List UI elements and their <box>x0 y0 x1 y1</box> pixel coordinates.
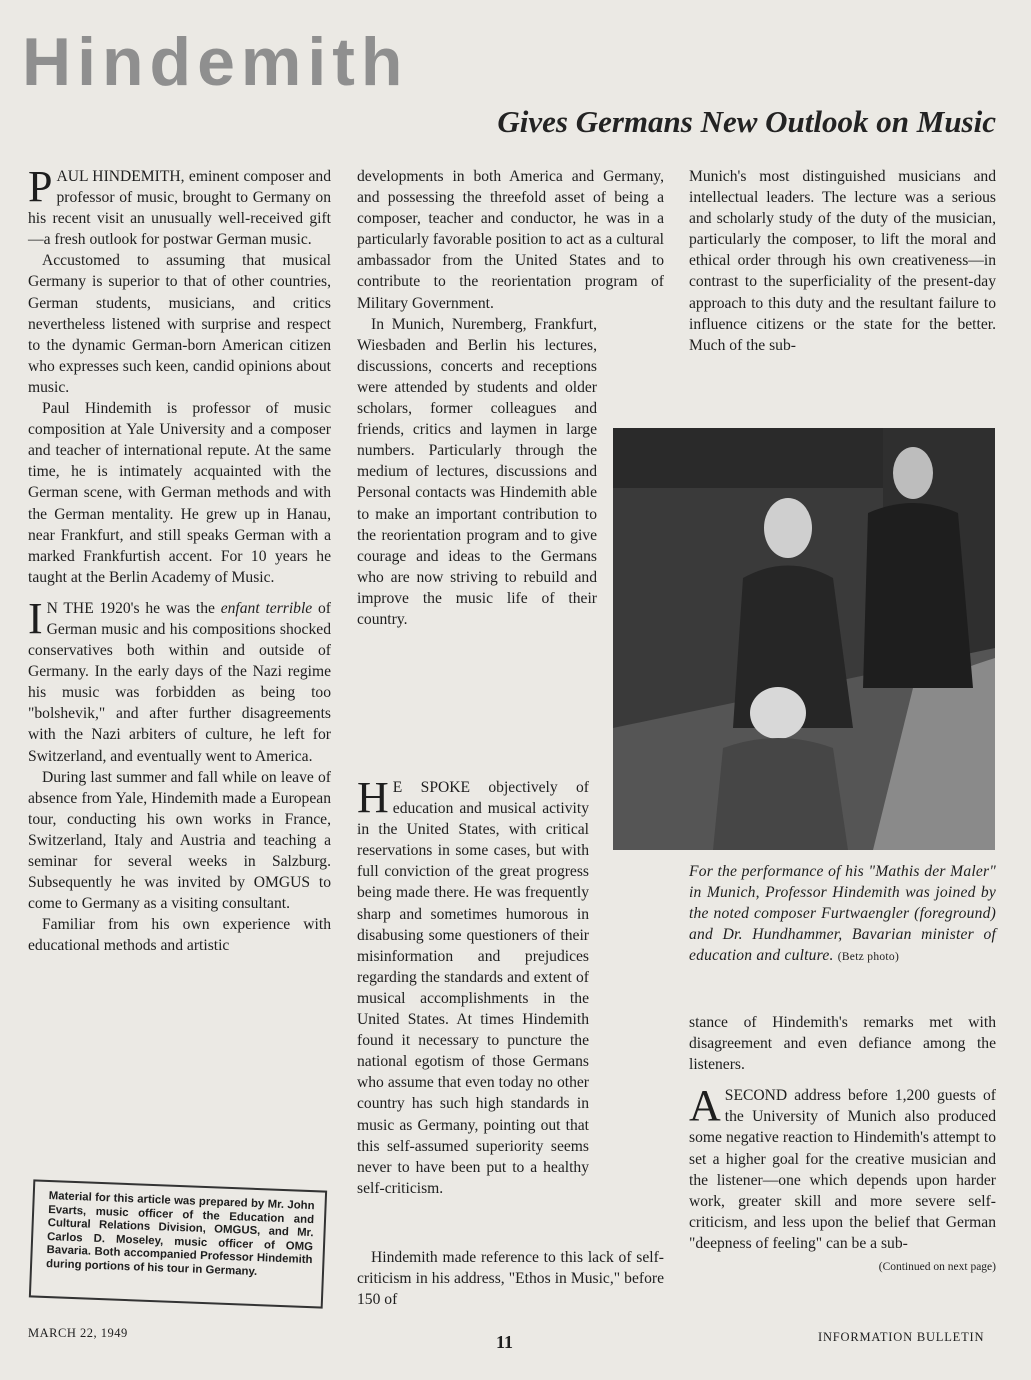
publication-name: INFORMATION BULLETIN <box>818 1330 985 1344</box>
section-paragraph: HE SPOKE objectively of education and musical activity in the United States, with critical reservations in some cases, but with full conviction of the great progress being made there. He was frequently sharp and sometimes humorous in disabusing some questioners of their misinformation and prejudices regarding the standards and extent of musical accomplishments in the United States. At times Hindemith found it necessary to puncture the national egotism of those Germans who assume that even today no other country has such high standards in music as Germany, pointing out that this self-assumed superiority seems never to have been put to a healthy self-criticism. <box>357 773 589 1197</box>
paragraph: Accustomed to assuming that musical Germany is superior to that of other countries, German students, musicians, and critics nevertheless listened with surprise and respect to the dynamic German-born American citizen who expresses such keen, candid opinions about music. <box>28 252 331 396</box>
credit-box <box>29 1179 327 1308</box>
continued-note: (Continued on next page) <box>878 1261 996 1274</box>
article-title: Hindemith <box>22 24 409 100</box>
text-run: of German music and his compositions shocked conservatives both within and outside of Germany. In the early days of the Nazi regime his music was forbidden as being too "bolshevik," and after further disagreements with the Nazi arbiters of culture, he left for Switzerland, and eventually went to America. <box>28 599 331 765</box>
column-1 <box>28 162 331 956</box>
paragraph: Hindemith made reference to this lack of self-criticism in his address, "Ethos in Music," before 150 of <box>357 1249 664 1309</box>
column-2-tail <box>357 1247 664 1310</box>
credit-box-text: Material for this article was prepared by Mr. John Evarts, music officer of the Education and Cultural Relations Division, OMGUS, and Mr. Carlos D. Moseley, music officer of OMG Bavaria. Both accompanied Professor Hindemith during portions of his tour in Germany. <box>45 1190 315 1278</box>
photo-credit: (Betz photo) <box>837 951 900 964</box>
section-paragraph <box>28 593 331 767</box>
section-paragraph: ASECOND address before 1,200 guests of the University of Munich also produced some negative reaction to Hindemith's attempt to set a higher goal for the creative musician and the listener—one which depends upon harder work, greater skill and more severe self-criticism, and less upon the belief that German "deepness of feeling" can be a sub- <box>689 1081 996 1252</box>
column-2-section <box>357 773 589 1199</box>
italic-term: enfant terrible <box>220 599 313 617</box>
paragraph: PAUL HINDEMITH, eminent composer and professor of music, brought to Germany on his recent visit an unusually well-received gift —a fresh outlook for postwar German music. <box>28 162 331 249</box>
paragraph: developments in both America and Germany, and possessing the threefold asset of being a composer, teacher and conductor, he was in a particularly favorable position to act as a cultural ambassador from the United States and to contribute to the reorientation program of Military Government. <box>357 168 664 312</box>
paragraph: During last summer and fall while on leave of absence from Yale, Hindemith made a European tour, conducting his own works in France, Switzerland, Italy and Austria and teaching a seminar for several weeks in Salzburg. Subsequently he was invited by OMGUS to come to Germany as a visiting consultant. <box>28 768 331 913</box>
photo <box>613 428 995 850</box>
text-run: IN THE 1920's he was the <box>28 593 221 643</box>
paragraph: In Munich, Nuremberg, Frankfurt, Wiesbaden and Berlin his lectures, discussions, concerts and receptions were attended by students and older scholars, former colleagues and friends, critics and laymen in large numbers. Particularly through the medium of lectures, discussions and Personal contacts was Hindemith able to make an important contribution to the reorientation program and to give courage and ideas to the Germans who are now striving to rebuild and improve the music life of their country. <box>357 315 597 628</box>
photo-caption <box>689 861 996 968</box>
article-subtitle: Gives Germans New Outlook on Music <box>497 104 996 139</box>
column-3 <box>689 166 996 356</box>
caption-body: For the performance of his "Mathis der Maler" in Munich, Professor Hindemith was joined by the noted composer Furtwaengler (foreground) and Dr. Hundhammer, Bavarian minister of education and culture. <box>689 863 996 965</box>
paragraph: Familiar from his own experience with educational methods and artistic <box>28 916 331 955</box>
photo-image-icon <box>613 428 995 850</box>
caption-text <box>689 861 996 968</box>
paragraph: Paul Hindemith is professor of music composition at Yale University and a composer and teacher of international repute. At the same time, he is intimately acquainted with the German scene, with German methods and with the German mentality. He grew up in Hanau, near Frankfurt, and still speaks German with a marked Frankfurtish accent. For 10 years he taught at the Berlin Academy of Music. <box>28 400 331 586</box>
paragraph: stance of Hindemith's remarks met with disagreement and even defiance among the listeners. <box>689 1014 996 1074</box>
column-3-lower <box>689 1012 996 1278</box>
footer-date: MARCH 22, 1949 <box>28 1326 128 1340</box>
page-number: 11 <box>496 1332 514 1352</box>
paragraph: Munich's most distinguished musicians and intellectual leaders. The lecture was a serious and scholarly study of the duty of the musician, particularly the composer, to lift the moral and ethical order through his own creativeness—in contrast to the superficiality of the present-day approach to this duty and the resultant failure to influence citizens or the state for the better. Much of the sub- <box>689 168 996 354</box>
